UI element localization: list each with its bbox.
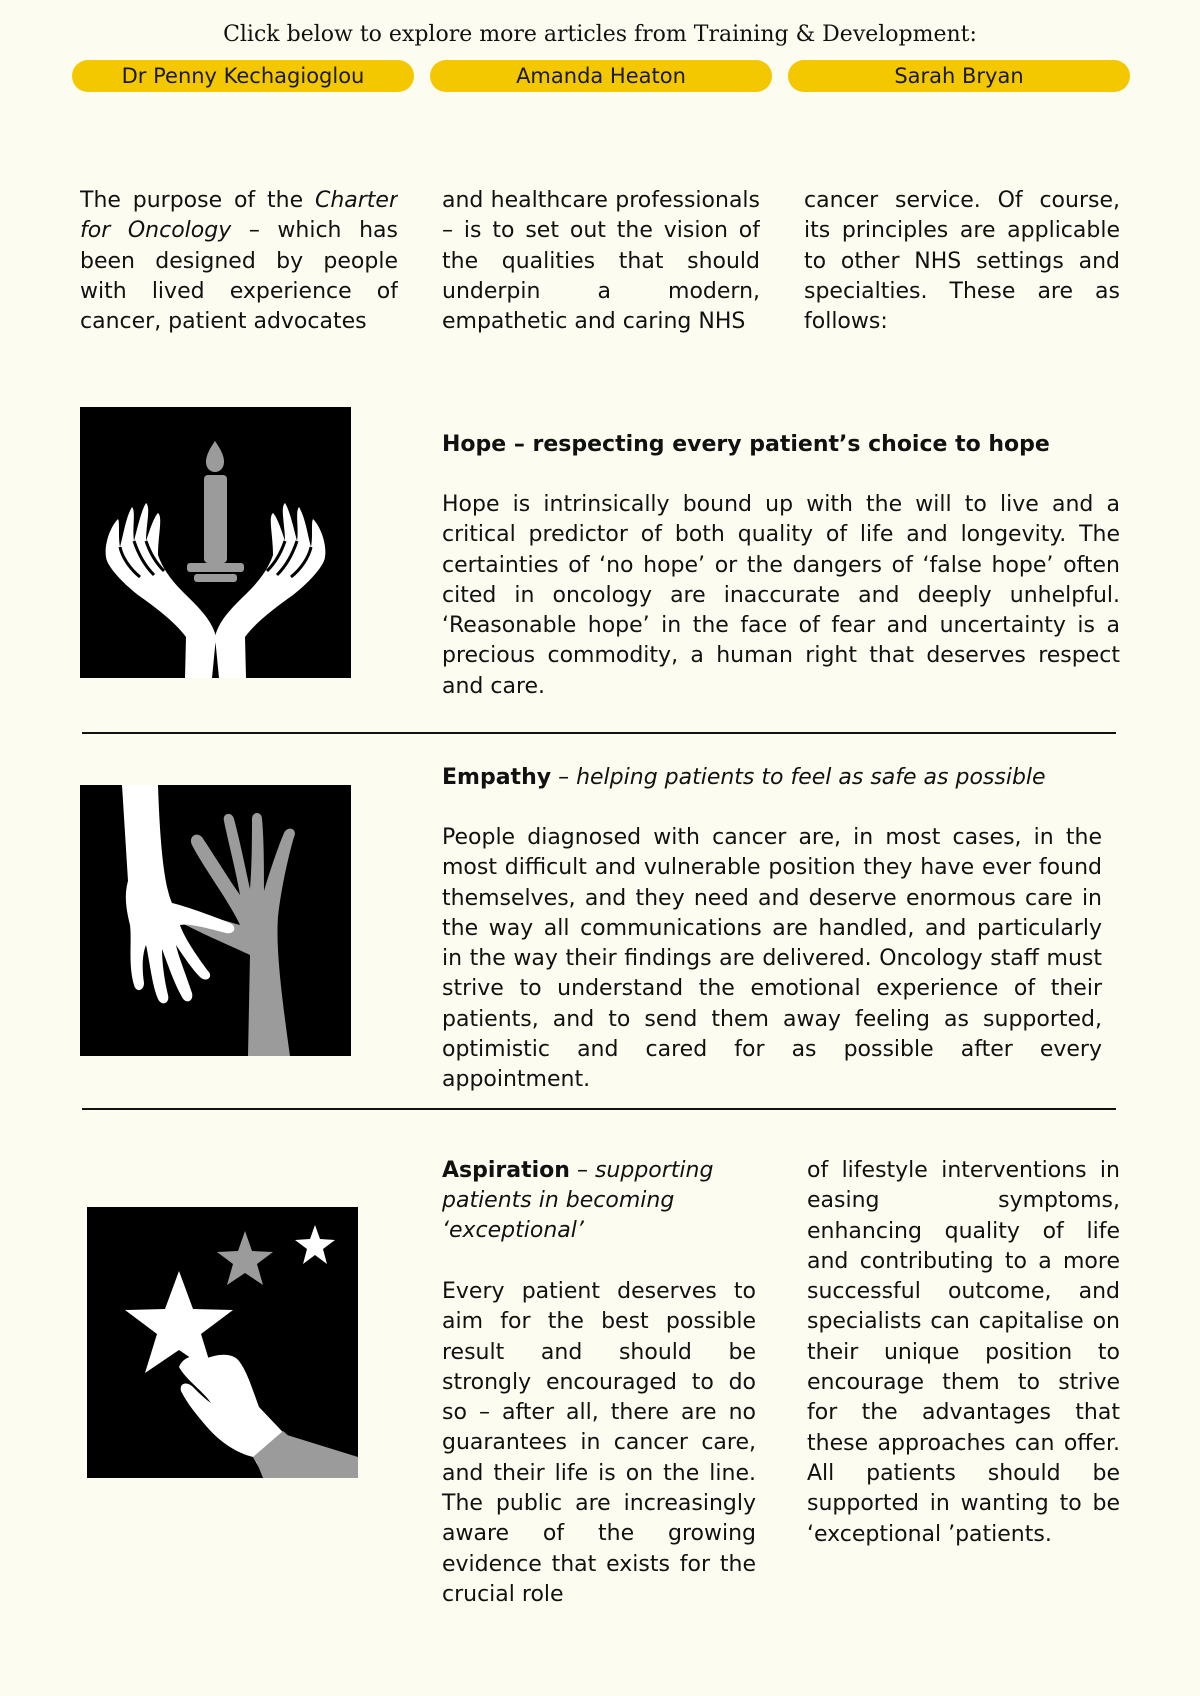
section-divider — [82, 732, 1116, 734]
intro-column-1 — [80, 186, 398, 346]
intro-column-2: and healthcare professionals – is to set out the vision of the qualities that should underpin a modern, empathetic and caring NHS — [442, 188, 760, 335]
aspiration-paragraph-col2: of lifestyle interventions in easing symptoms, enhancing quality of life and contributing to a more successful outcome, and specialists can capitalise on their unique position to encourage them to strive for the advantages that these approaches can offer. All patients should be supported in wanting to be ‘exceptional ’patients. — [807, 1158, 1120, 1547]
intro-text-3: cancer service. Of course, its principles are applicable to other NHS settings and specialties. These are as — [804, 188, 1120, 304]
empathy-heading-bold: Empathy — [442, 765, 552, 790]
hope-heading — [442, 430, 1142, 460]
intro-text-1a: The purpose of the — [80, 188, 315, 213]
aspiration-heading — [442, 1156, 756, 1246]
empathy-heading — [442, 763, 1142, 793]
intro-column-3 — [804, 186, 1120, 346]
charter-title: Charter for Oncology — [80, 188, 398, 244]
related-articles-prompt: Click below to explore more articles from Training & Development: — [223, 22, 977, 47]
intro-text-1b: – which has been designed by people with lived experience of cancer, patient advocates — [80, 218, 398, 335]
author-button-amanda-heaton[interactable]: Amanda Heaton — [430, 60, 772, 92]
hand-reaching-star-icon — [87, 1207, 358, 1478]
author-button-penny-kechagioglou[interactable]: Dr Penny Kechagioglou — [72, 60, 414, 92]
hands-holding-candle-icon — [80, 407, 351, 678]
empathy-heading-separator: – — [551, 765, 577, 790]
hope-paragraph: Hope is intrinsically bound up with the will to live and a critical predictor of both quality of life and longevity. The certainties of ‘no hope’ or the dangers of ‘false hope’ often cited in oncology are inaccurate and deeply unhelpful. ‘Reasonable hope’ in the face of fear and uncertainty is a precious commodity, a human right that deserves respect and care. — [442, 492, 1120, 699]
author-button-sarah-bryan[interactable]: Sarah Bryan — [788, 60, 1130, 92]
aspiration-heading-bold: Aspiration — [442, 1158, 570, 1183]
aspiration-paragraph-col1: Every patient deserves to aim for the best possible result and should be strongly encouraged to do so – after all, there are no guarantees in cancer care, and their life is on the line. The public are increasingly aware of the growing evidence that exists for the crucial role — [442, 1279, 756, 1607]
section-divider — [82, 1108, 1116, 1110]
reaching-hands-icon — [80, 785, 351, 1056]
empathy-heading-subtitle: helping patients to feel as safe as possible — [576, 765, 1046, 790]
author-links — [72, 60, 1130, 92]
intro-text-3-last: follows: — [804, 309, 888, 335]
aspiration-heading-subtitle: supporting patients in becoming ‘exceptional’ — [442, 1158, 714, 1243]
hope-heading-text: Hope – respecting every patient’s choice to hope — [442, 432, 1050, 457]
empathy-paragraph: People diagnosed with cancer are, in most cases, in the most difficult and vulnerable position they have ever found themselves, and they need and deserve enormous care in the way all communications are handled, and particularly in the way their findings are delivered. Oncology staff must strive to understand the emotional experience of their patients, and to send them away feeling as supported, optimistic and cared for as possible after every appointment. — [442, 825, 1102, 1093]
aspiration-heading-separator: – — [569, 1158, 595, 1183]
